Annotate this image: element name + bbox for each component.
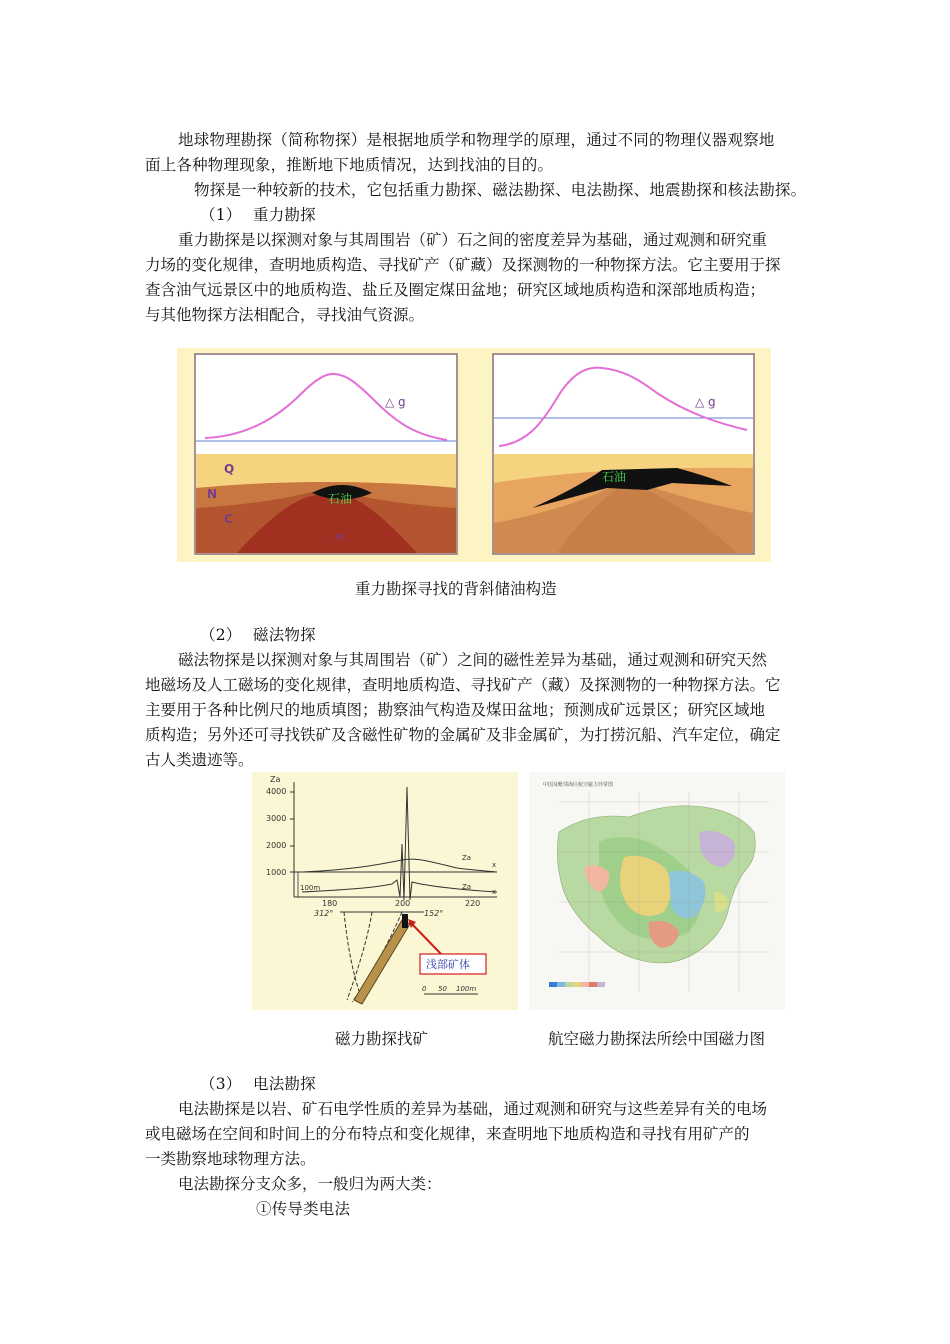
left-rock-symbol: ≪: [334, 530, 346, 543]
list-item-conductive: ①传导类电法: [256, 1200, 351, 1218]
body-line: 地磁场及人工磁场的变化规律，查明地质构造、寻找矿产（藏）及探测物的一种物探方法。它: [145, 676, 781, 694]
magnetic-profile-figure: [252, 772, 518, 1010]
upper-curve-label: Za: [462, 854, 472, 862]
body-line: 查含油气远景区中的地质构造、盐丘及圈定煤田盆地；研究区域地质构造和深部地质构造；: [145, 281, 766, 299]
gravity-figure: [177, 348, 771, 562]
section-1-body: [145, 228, 810, 328]
body-line: 电法勘探是以岩、矿石电学性质的差异为基础，通过观测和研究与这些差异有关的电场: [178, 1100, 768, 1118]
right-delta-g-label: △ g: [695, 395, 716, 409]
china-magnetic-map-svg: [529, 772, 785, 1010]
scale-label: 50: [438, 985, 447, 993]
map-title: 中国及毗邻海区航空磁力异常图: [543, 782, 614, 788]
section-3-number: （3）: [200, 1075, 242, 1093]
y-tick: 2000: [266, 841, 287, 850]
gravity-figure-svg: [177, 348, 771, 562]
angle-right-label: 152°: [424, 909, 444, 918]
intro-line-3: 物探是一种较新的技术，它包括重力勘探、磁法勘探、电法勘探、地震勘探和核法勘探。: [194, 181, 807, 199]
c-layer-label: C: [224, 512, 233, 526]
intro-line-1: 地球物理勘探（简称物探）是根据地质学和物理学的原理，通过不同的物理仪器观察地: [178, 131, 775, 149]
y-tick: 1000: [266, 868, 287, 877]
body-line: 力场的变化规律，查明地质构造、寻找矿产（矿藏）及探测物的一种物探方法。它主要用于探: [145, 256, 781, 274]
right-oil-label: 石油: [602, 470, 627, 484]
gravity-right-panel: [493, 354, 754, 554]
section-2-body: [145, 648, 810, 773]
body-line: 重力勘探是以探测对象与其周围岩（矿）石之间的密度差异为基础，通过观测和研究重: [178, 231, 768, 249]
branch-line: 电法勘探分支众多，一般归为两大类：: [178, 1175, 442, 1193]
scale-label: 0: [422, 985, 427, 993]
section-3-body: [145, 1097, 810, 1197]
x-tick: 220: [465, 899, 481, 908]
magnetic-profile-svg: [252, 772, 518, 1010]
gravity-figure-caption: 重力勘探寻找的背斜储油构造: [355, 580, 557, 598]
section-1-number: （1）: [200, 206, 242, 224]
za-axis-label: Za: [270, 775, 281, 784]
left-oil-label: 石油: [328, 492, 353, 506]
x-axis-label-lower: x: [492, 888, 497, 896]
section-2-title: 磁法物探: [253, 626, 316, 644]
scale-label: 100m: [456, 985, 477, 993]
left-delta-g-label: △ g: [385, 395, 406, 409]
magnetic-profile-caption: 磁力勘探找矿: [335, 1030, 429, 1048]
depth-label: 100m: [300, 884, 321, 892]
intro-line-2: 面上各种物理现象，推断地下地质情况，达到找油的目的。: [145, 156, 554, 174]
body-line: 古人类遗迹等。: [145, 751, 254, 769]
body-line: 一类勘察地球物理方法。: [145, 1150, 316, 1168]
n-layer-label: N: [207, 487, 218, 501]
china-magnetic-map: [529, 772, 785, 1010]
x-tick: 180: [322, 899, 338, 908]
x-axis-label-upper: x: [492, 861, 497, 869]
gravity-left-panel: [195, 354, 457, 554]
y-tick: 4000: [266, 787, 287, 796]
x-tick: 200: [395, 899, 411, 908]
section-1-title: 重力勘探: [253, 206, 316, 224]
y-tick: 3000: [266, 814, 287, 823]
body-line: 磁法物探是以探测对象与其周围岩（矿）之间的磁性差异为基础，通过观测和研究天然: [178, 651, 768, 669]
shallow-ore-label: 浅部矿体: [426, 958, 470, 971]
body-line: 质构造；另外还可寻找铁矿及含磁性矿物的金属矿及非金属矿，为打捞沉船、汽车定位，确定: [145, 726, 781, 744]
q-layer-label: Q: [224, 462, 235, 476]
angle-left-label: 312°: [314, 909, 334, 918]
section-3-title: 电法勘探: [253, 1075, 316, 1093]
body-line: 与其他物探方法相配合，寻找油气资源。: [145, 306, 425, 324]
map-legend: [549, 982, 605, 987]
china-map-caption: 航空磁力勘探法所绘中国磁力图: [548, 1030, 766, 1048]
body-line: 主要用于各种比例尺的地质填图；勘察油气构造及煤田盆地；预测成矿远景区；研究区域地: [145, 701, 766, 719]
section-2-number: （2）: [200, 626, 242, 644]
lower-curve-label: Za: [462, 883, 472, 891]
body-line: 或电磁场在空间和时间上的分布特点和变化规律，来查明地下地质构造和寻找有用矿产的: [145, 1125, 750, 1143]
